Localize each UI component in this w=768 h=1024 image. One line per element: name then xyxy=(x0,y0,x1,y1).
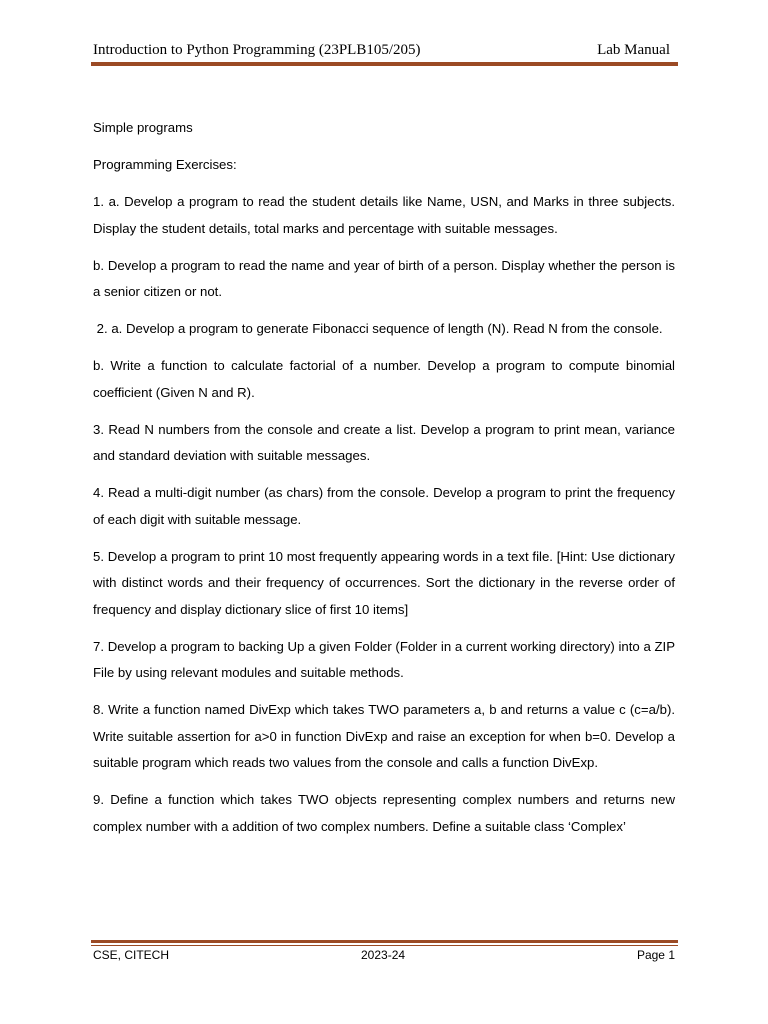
section-heading: Simple programs xyxy=(93,120,193,135)
page-footer xyxy=(93,948,675,966)
footer-rule-thick xyxy=(91,940,678,943)
exercise-1b: b. Develop a program to read the name and year of birth of a person. Display whether the person is a senior citizen or not. xyxy=(93,257,675,299)
subsection-heading: Programming Exercises: xyxy=(93,157,237,172)
exercise-2a: 2. a. Develop a program to generate Fibonacci sequence of length (N). Read N from the console. xyxy=(93,321,663,336)
header-rule xyxy=(91,62,678,66)
page-body xyxy=(93,115,675,851)
footer-year: 2023-24 xyxy=(361,948,406,962)
page-number: Page 1 xyxy=(636,948,675,962)
footer-department: CSE, CITECH xyxy=(93,948,170,962)
footer-rule-thin xyxy=(91,945,678,946)
document-title: Introduction to Python Programming (23PLB105/205) xyxy=(93,42,421,58)
exercise-4: 4. Read a multi-digit number (as chars) from the console. Develop a program to print the frequency of each digit with suitable message. xyxy=(93,485,675,527)
exercise-1a: 1. a. Develop a program to read the student details like Name, USN, and Marks in three subjects. Display the student details, total marks and percentage with suitable messages. xyxy=(93,194,675,236)
exercise-8: 8. Write a function named DivExp which takes TWO parameters a, b and returns a value c (c=a/b). Write suitable assertion for a>0 in function DivExp and raise an exception for when b=0. Develop a suitable program which reads two values from the console and calls a function DivExp. xyxy=(93,702,675,770)
exercise-9: 9. Define a function which takes TWO objects representing complex numbers and returns new complex number with a addition of two complex numbers. Define a suitable class ‘Complex’ xyxy=(93,792,675,834)
header-label: Lab Manual xyxy=(597,42,670,58)
exercise-5: 5. Develop a program to print 10 most frequently appearing words in a text file. [Hint: Use dictionary with distinct words and their frequency of occurrences. Sort the dictionary in the reverse order of frequency and display dictionary slice of first 10 items] xyxy=(93,548,675,617)
exercise-7: 7. Develop a program to backing Up a given Folder (Folder in a current working directory) into a ZIP File by using relevant modules and suitable methods. xyxy=(93,638,675,680)
exercise-3: 3. Read N numbers from the console and create a list. Develop a program to print mean, variance and standard deviation with suitable messages. xyxy=(93,421,675,463)
exercise-2b: b. Write a function to calculate factorial of a number. Develop a program to compute binomial coefficient (Given N and R). xyxy=(93,358,675,400)
page-header xyxy=(93,42,675,62)
